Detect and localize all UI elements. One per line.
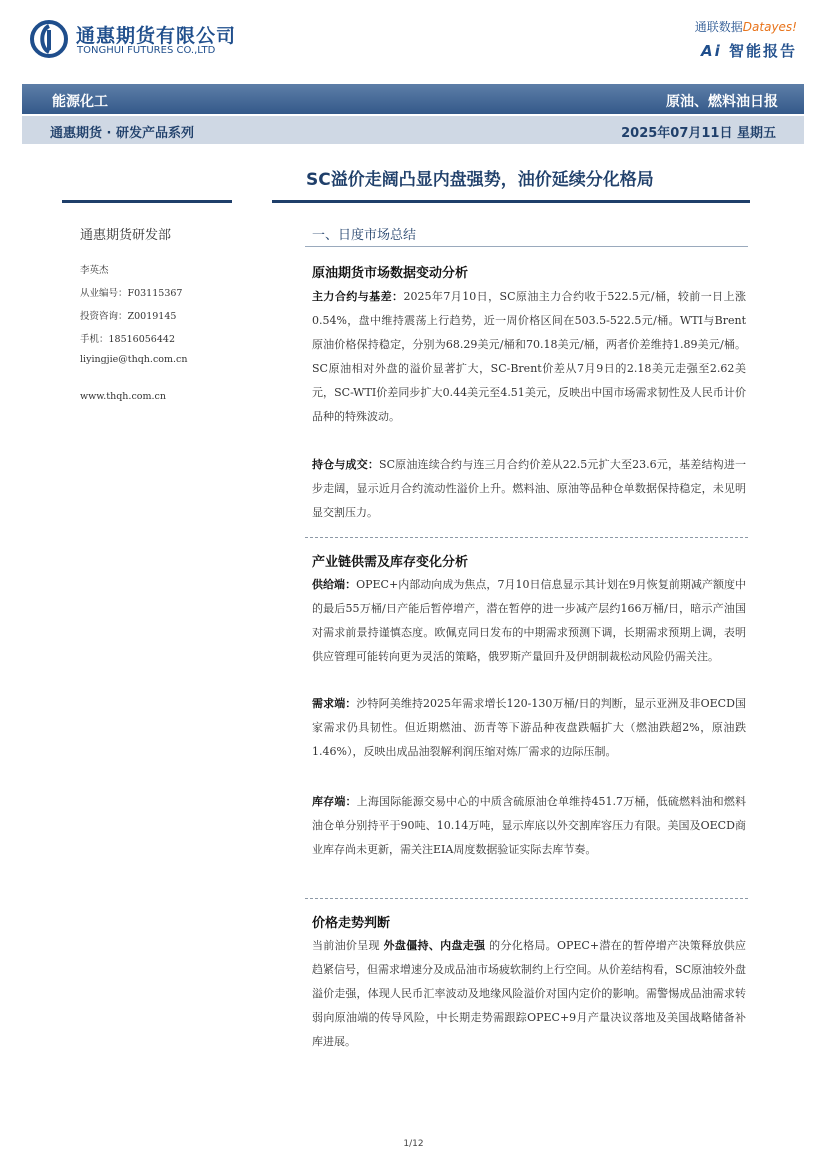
text-inventory: 上海国际能源交易中心的中质含硫原油仓单维持451.7万桶，低硫燃料油和燃料油仓单分别持平于90吨、10.14万吨，显示库底以外交割库容压力有限。美国及OECD商业库存尚未更新，需关注EIA周度数据验证实际去库节奏。: [312, 795, 747, 856]
partner-prefix: 通联数据: [694, 20, 743, 34]
paragraph-main-contract: [312, 285, 746, 429]
label-inventory: 库存端：: [312, 795, 357, 808]
text-supply: OPEC+内部动向成为焦点，7月10日信息显示其计划在9月恢复前期减产额度中的最后55万桶/日产能后暂停增产，潜在暂停的进一步减产层约166万桶/日，暗示产油国对需求前景持谨慎态度。欧佩克同日发布的中期需求预测下调，长期需求预期上调，表明供应管理可能转向更为灵活的策略，俄罗斯产量回升及伊朗制裁松动风险仍需关注。: [312, 578, 747, 663]
report-date: 2025年07月11日 星期五: [621, 126, 776, 141]
label-supply: 供给端：: [312, 578, 357, 591]
report-headline: SC溢价走阔凸显内盘强势，油价延续分化格局: [306, 170, 654, 190]
sidebar-title: 通惠期货研发部: [80, 228, 172, 243]
page-number: 1/12: [403, 1139, 424, 1149]
phone-number: 手机：18516056442: [80, 334, 175, 345]
ai-report-logo: [701, 40, 797, 61]
brand-name-cn: 通惠期货有限公司: [76, 25, 237, 47]
partner-brand: Datayes!: [742, 20, 797, 34]
series-band: [22, 116, 804, 144]
text-positions: SC原油连续合约与连三月合约价差从22.5元扩大至23.6元，基差结构进一步走阔，显示近月合约流动性溢价上升。燃料油、原油等品种仓单数据保持稳定，未见明显交割压力。: [312, 458, 747, 519]
section-title: 一、日度市场总结: [312, 228, 417, 243]
email-link[interactable]: liyingjie@thqh.com.cn: [80, 354, 188, 365]
company-logo-icon: [30, 20, 68, 58]
text-outlook-emphasis: 外盘僵持、内盘走强: [383, 939, 486, 952]
divider: [305, 537, 748, 538]
partner-logo: [695, 18, 797, 35]
text-outlook-pre: 当前油价呈现: [312, 939, 384, 952]
paragraph-positions: [312, 453, 746, 525]
text-main-contract: 2025年7月10日，SC原油主力合约收于522.5元/桶，较前一日上涨0.54%，盘中维持震荡上行趋势，近一周价格区间在503.5-522.5元/桶。WTI与Brent原油价格保持稳定，分别为68.29美元/桶和70.18美元/桶，两者价差维持1.89美元/桶。SC原油相对外盘的溢价显著扩大，SC-Brent价差从7月9日的2.18美元走强至2.62美元，SC-WTI价差同步扩大0.44美元至4.51美元，反映出中国市场需求韧性及人民币计价品种的特殊波动。: [312, 290, 747, 423]
paragraph-price-outlook: [312, 934, 746, 1054]
consulting-number: 投资咨询：Z0019145: [80, 311, 177, 322]
subheading-supply-demand: 产业链供需及库存变化分析: [312, 555, 469, 570]
ai-mark: Ai: [700, 42, 722, 60]
paragraph-supply: [312, 573, 746, 669]
website-link[interactable]: www.thqh.com.cn: [80, 391, 166, 402]
category-label: 能源化工: [52, 94, 108, 110]
brand-name-en: TONGHUI FUTURES CO.,LTD: [77, 45, 216, 56]
subheading-futures-data: 原油期货市场数据变动分析: [312, 266, 469, 281]
headline-rule: [272, 200, 750, 203]
ai-report-label: 智能报告: [728, 42, 797, 60]
series-label: 通惠期货 · 研发产品系列: [50, 126, 194, 141]
practice-number: 从业编号：F03115367: [80, 288, 183, 299]
label-demand: 需求端：: [312, 697, 357, 710]
paragraph-demand: [312, 692, 746, 764]
analyst-name: 李英杰: [80, 265, 109, 276]
subheading-price-outlook: 价格走势判断: [312, 916, 391, 931]
sidebar-top-rule: [62, 200, 232, 203]
paragraph-inventory: [312, 790, 746, 862]
report-type-label: 原油、燃料油日报: [666, 94, 778, 110]
label-positions: 持仓与成交：: [312, 458, 380, 471]
text-demand: 沙特阿美维持2025年需求增长120-130万桶/日的判断，显示亚洲及非OECD国家需求仍具韧性。但近期燃油、沥青等下游品种夜盘跌幅扩大（燃油跌超2%，原油跌1.46%），反映出成品油裂解利润压缩对炼厂需求的边际压制。: [312, 697, 746, 758]
divider: [305, 898, 748, 899]
section-rule: [305, 246, 748, 247]
text-outlook-post: 的分化格局。OPEC+潜在的暂停增产决策释放供应趋紧信号，但需求增速分及成品油市场疲软制约上行空间。从价差结构看，SC原油较外盘溢价走强，体现人民币汇率波动及地缘风险溢价对国内定价的影响。需警惕成品油需求转弱向原油端的传导风险，中长期走势需跟踪OPEC+9月产量决议落地及美国战略储备补库进展。: [312, 939, 747, 1048]
label-main-contract: 主力合约与基差：: [312, 290, 404, 303]
category-band: [22, 84, 804, 114]
